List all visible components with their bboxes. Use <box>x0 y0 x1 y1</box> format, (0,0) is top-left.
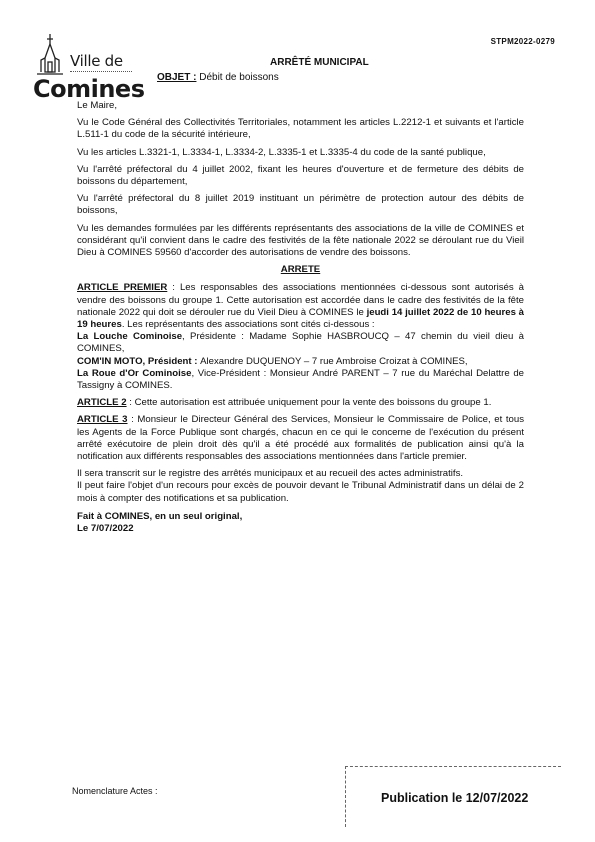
association-entry <box>77 331 524 355</box>
document-body <box>77 100 524 535</box>
article-text: : Monsieur le Directeur Général des Services, Monsieur le Commissaire de Police, et tous les Agents de la Force Publique sont chargés, chacun en ce qui le concerne de l'exécution du présent arrêté exécutoire de plein droit dès qu'il a été procédé aux formalités de publication ainsi qu'à la notification aux différents responsables des associations mentionnées dans l'article premier. <box>77 414 524 463</box>
association-name: COM'IN MOTO <box>77 355 143 367</box>
event-date: jeudi 14 juillet 2022 de 10 heures à 19 heures <box>77 306 524 331</box>
arrete-heading: ARRETE <box>280 264 321 276</box>
association-details: Alexandre DUQUENOY – 7 rue Ambroise Croizat à COMINES, <box>200 355 468 367</box>
logo-comines-text: Comines <box>33 75 145 103</box>
logo-ville-text: Ville de <box>70 52 123 70</box>
association-name: La Roue d'Or Cominoise <box>77 367 192 379</box>
final-clause: Il sera transcrit sur le registre des arrêtés municipaux et au recueil des actes administratifs. <box>77 468 464 480</box>
association-details: , Présidente : Madame Sophie HASBROUCQ – 47 chemin du vieil dieu à COMINES, <box>77 331 524 355</box>
article-text: : Cette autorisation est attribuée uniquement pour la vente des boissons du groupe 1. <box>126 397 492 409</box>
reference-number: STPM2022-0279 <box>490 37 555 46</box>
article-2 <box>77 397 524 409</box>
objet-line <box>157 72 279 83</box>
vu-paragraph: Vu le Code Général des Collectivités Territoriales, notamment les articles L.2212-1 et suivants et l'article L.511-1 du code de la sécurité intérieure, <box>77 117 524 141</box>
association-name: La Louche Cominoise <box>77 331 183 343</box>
article-text: . Les représentants des associations sont cités ci-dessous : <box>121 319 375 331</box>
article-premier <box>77 282 524 331</box>
article-label: ARTICLE 3 <box>77 414 128 426</box>
association-details: , Vice-Président : Monsieur André PARENT – 7 rue du Maréchal Delattre de Tassigny à COMINES. <box>77 367 525 392</box>
article-3 <box>77 414 524 463</box>
association-entry <box>77 356 524 368</box>
association-role: , Président : <box>142 355 201 367</box>
logo-divider <box>70 71 132 72</box>
article-text: : Les responsables des associations mentionnées ci-dessous sont autorisés à vendre des boissons du groupe 1. Cette autorisation est accordée dans le cadre des festivités de la fête nationale 2022 qui doit se dérouler rue du Vieil Dieu à COMINES le <box>77 282 524 318</box>
vu-paragraph: Vu les articles L.3321-1, L.3334-1, L.3334-2, L.3335-1 et L.3335-4 du code de la santé publique, <box>77 146 486 158</box>
association-entry <box>77 368 524 392</box>
vu-paragraph: Vu l'arrêté préfectoral du 8 juillet 2019 instituant un périmètre de protection autour des débits de boissons, <box>77 193 524 217</box>
objet-value: Débit de boissons <box>199 72 279 83</box>
article-label: ARTICLE PREMIER <box>77 282 168 294</box>
vu-paragraph: Vu l'arrêté préfectoral du 4 juillet 2002, fixant les heures d'ouverture et de fermeture des débits de boissons du département, <box>77 163 524 188</box>
signature-place: Fait à COMINES, en un seul original, <box>77 510 243 522</box>
nomenclature-label: Nomenclature Actes : <box>72 786 158 796</box>
article-label: ARTICLE 2 <box>77 397 127 409</box>
signature-date: Le 7/07/2022 <box>77 523 134 535</box>
objet-label: OBJET : <box>157 72 197 83</box>
page-title: ARRÊTÉ MUNICIPAL <box>270 57 369 68</box>
final-clause: Il peut faire l'objet d'un recours pour excès de pouvoir devant le Tribunal Administratif dans un délai de 2 mois à compter des notifications et sa publication. <box>77 480 524 504</box>
publication-stamp: Publication le 12/07/2022 <box>381 791 529 805</box>
le-maire: Le Maire, <box>77 100 117 111</box>
vu-paragraph: Vu les demandes formulées par les différents représentants des associations de la ville de COMINES et considérant qu'il convient dans le cadre des festivités de la fête nationale 2022 se déroulant rue du Vieil Dieu à COMINES 59560 d'accorder des autorisations de vendre des boissons. <box>77 222 524 259</box>
